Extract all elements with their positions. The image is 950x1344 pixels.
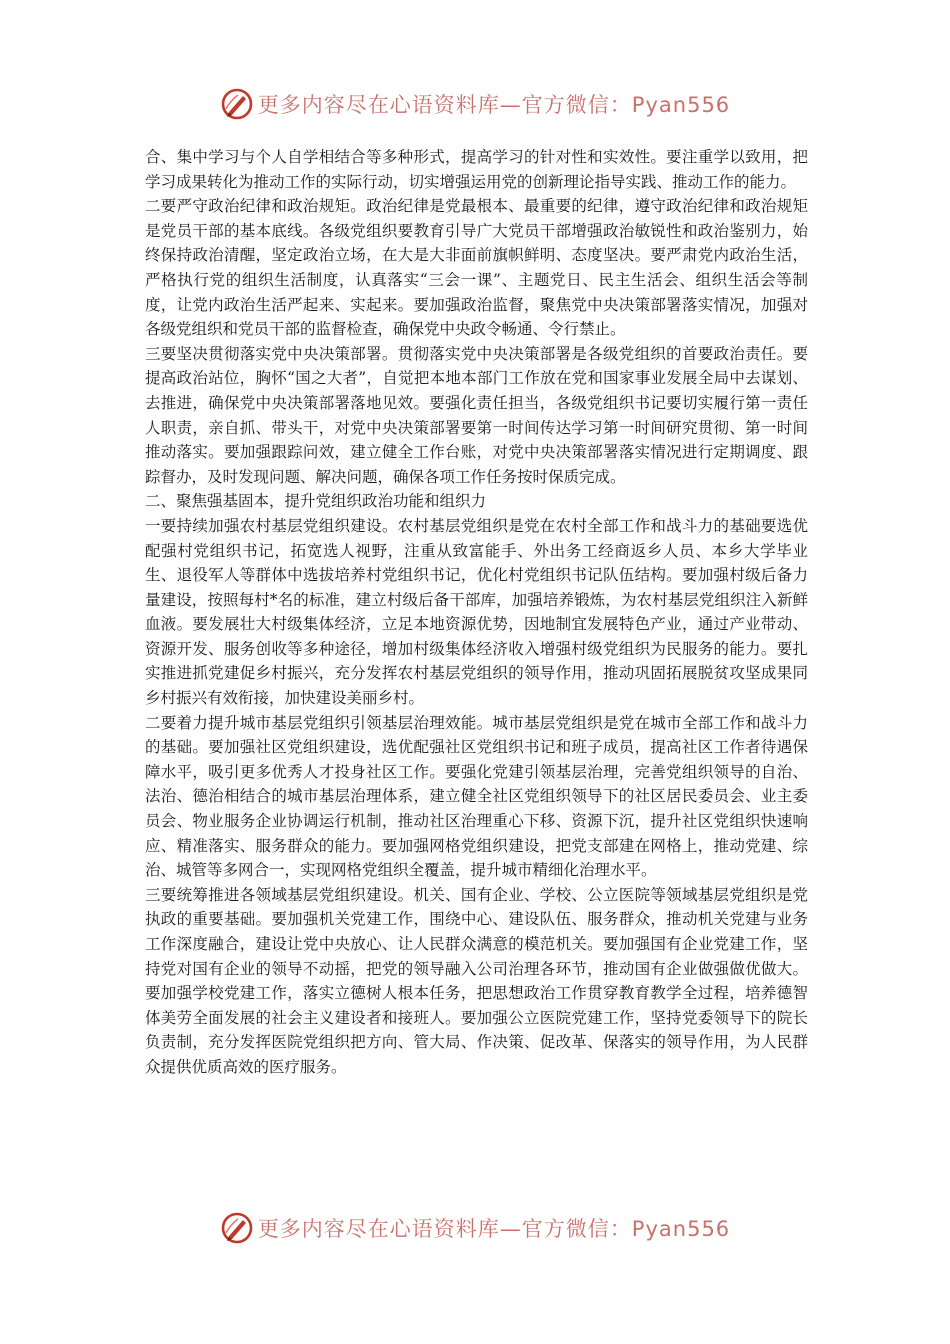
paragraph: 一要持续加强农村基层党组织建设。农村基层党组织是党在农村全部工作和战斗力的基础要选优配强村党组织书记，拓宽选人视野，注重从致富能手、外出务工经商返乡人员、本乡大学毕业生、退役军人等群体中选拔培养村党组织书记，优化村党组织书记队伍结构。要加强村级后备力量建设，按照每村*名的标准，建立村级后备干部库，加强培养锻炼，为农村基层党组织注入新鲜血液。要发展壮大村级集体经济，立足本地资源优势，因地制宜发展特色产业，通过产业带动、资源开发、服务创收等多种途径，增加村级集体经济收入增强村级党组织为民服务的能力。要扎实推进抓党建促乡村振兴，充分发挥农村基层党组织的领导作用，推动巩固拓展脱贫攻坚成果同乡村振兴有效衔接，加快建设美丽乡村。 bbox=[145, 516, 808, 708]
paragraph: 三要统筹推进各领域基层党组织建设。机关、国有企业、学校、公立医院等领域基层党组织是党执政的重要基础。要加强机关党建工作，围绕中心、建设队伍、服务群众，推动机关党建与业务工作深度融合，建设让党中央放心、让人民群众满意的模范机关。要加强国有企业党建工作，坚持党对国有企业的领导不动摇，把党的领导融入公司治理各环节，推动国有企业做强做优做大。要加强学校党建工作，落实立德树人根本任务，把思想政治工作贯穿教育教学全过程，培养德智体美劳全面发展的社会主义建设者和接班人。要加强公立医院党建工作，坚持党委领导下的院长负责制，充分发挥医院党组织把方向、管大局、作决策、促改革、保落实的领导作用，为人民群众提供优质高效的医疗服务。 bbox=[145, 885, 808, 1076]
banner-text: 更多内容尽在心语资料库—官方微信：Pyan556 bbox=[257, 1217, 731, 1241]
banner-text: 更多内容尽在心语资料库—官方微信：Pyan556 bbox=[257, 93, 731, 117]
paragraph: 合、集中学习与个人自学相结合等多种形式，提高学习的针对性和实效性。要注重学以致用，把学习成果转化为推动工作的实际行动，切实增强运用党的创新理论指导实践、推动工作的能力。 bbox=[145, 148, 808, 191]
document-body bbox=[145, 145, 808, 1080]
pen-logo-icon bbox=[220, 87, 254, 121]
paragraph: 三要坚决贯彻落实党中央决策部署。贯彻落实党中央决策部署是各级党组织的首要政治责任。要提高政治站位，胸怀“国之大者”，自觉把本地本部门工作放在党和国家事业发展全局中去谋划、去推进，确保党中央决策部署落地见效。要强化责任担当，各级党组织书记要切实履行第一责任人职责，亲自抓、带头干，对党中央决策部署要第一时间传达学习第一时间研究贯彻、第一时间推动落实。要加强跟踪问效，建立健全工作台账，对党中央决策部署落实情况进行定期调度、跟踪督办，及时发现问题、解决问题，确保各项工作任务按时保质完成。 bbox=[145, 344, 808, 486]
header-banner bbox=[0, 84, 950, 124]
footer-banner bbox=[0, 1208, 950, 1248]
section-heading: 二、聚焦强基固本，提升党组织政治功能和组织力 bbox=[145, 492, 487, 511]
paragraph: 二要着力提升城市基层党组织引领基层治理效能。城市基层党组织是党在城市全部工作和战斗力的基础。要加强社区党组织建设，选优配强社区党组织书记和班子成员，提高社区工作者待遇保障水平，吸引更多优秀人才投身社区工作。要强化党建引领基层治理，完善党组织领导的自治、法治、德治相结合的城市基层治理体系，建立健全社区党组织领导下的社区居民委员会、业主委员会、物业服务企业协调运行机制，推动社区治理重心下移、资源下沉，提升社区党组织快速响应、精准落实、服务群众的能力。要加强网格党组织建设，把党支部建在网格上，推动党建、综治、城管等多网合一，实现网格党组织全覆盖，提升城市精细化治理水平。 bbox=[145, 713, 808, 880]
paragraph: 二要严守政治纪律和政治规矩。政治纪律是党最根本、最重要的纪律，遵守政治纪律和政治规矩是党员干部的基本底线。各级党组织要教育引导广大党员干部增强政治敏锐性和政治鉴别力，始终保持政治清醒，坚定政治立场，在大是大非面前旗帜鲜明、态度坚决。要严肃党内政治生活，严格执行党的组织生活制度，认真落实“三会一课”、主题党日、民主生活会、组织生活会等制度，让党内政治生活严起来、实起来。要加强政治监督，聚焦党中央决策部署落实情况，加强对各级党组织和党员干部的监督检查，确保党中央政令畅通、令行禁止。 bbox=[145, 197, 808, 339]
pen-logo-icon bbox=[220, 1211, 254, 1245]
